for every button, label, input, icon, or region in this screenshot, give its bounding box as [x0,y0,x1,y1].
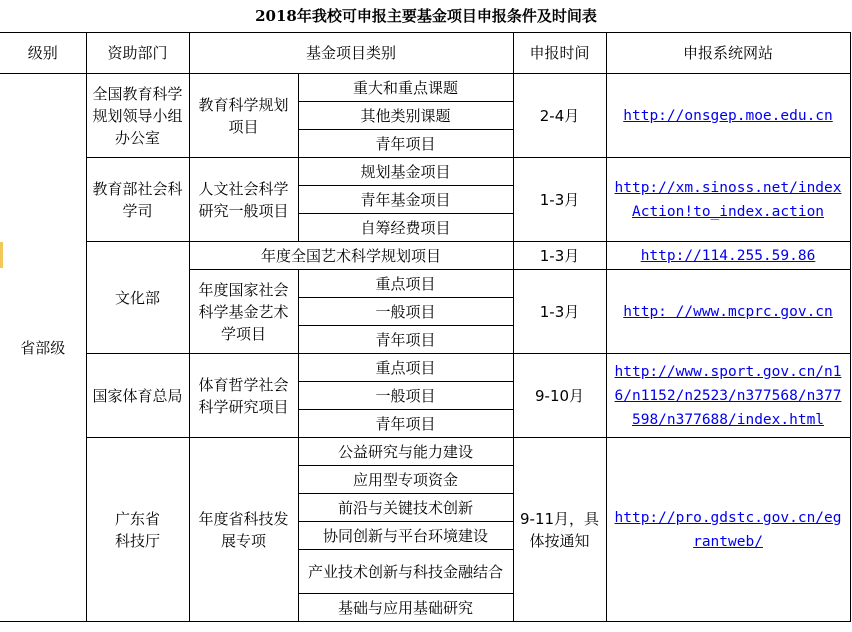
header-level: 级别 [0,33,86,74]
site-link[interactable]: http://114.255.59.86 [640,247,816,264]
item-cell: 其他类别课题 [298,102,513,130]
site-link-line: http://www.sport.gov.cn/n1 [614,363,842,380]
item-cell: 重点项目 [298,354,513,382]
level-cell: 省部级 [0,74,86,622]
item-cell: 重大和重点课题 [298,74,513,102]
header-site: 申报系统网站 [606,33,850,74]
dept-cell: 全国教育科学规划领导小组办公室 [86,74,189,158]
table-row [0,242,850,270]
item-cell: 基础与应用基础研究 [298,594,513,622]
site-link-line: http://pro.gdstc.gov.cn/eg [614,509,842,526]
table-row [0,354,850,382]
page-title: 2018年我校可申报主要基金项目申报条件及时间表 [255,7,597,25]
item-cell: 前沿与关键技术创新 [298,494,513,522]
site-cell [606,354,850,438]
site-link[interactable] [609,506,848,554]
dept-line: 广东省 [114,509,160,528]
site-cell [606,158,850,242]
item-cell: 规划基金项目 [298,158,513,186]
dept-cell [86,438,189,622]
site-link-line: rantweb/ [693,533,763,550]
site-link-line: 598/n377688/index.html [631,411,825,428]
site-link-line: 6/n1152/n2523/n377568/n377 [614,387,842,404]
project-cell: 年度全国艺术科学规划项目 [189,242,513,270]
time-cell: 2-4月 [513,74,606,158]
item-cell: 产业技术创新与科技金融结合 [298,550,513,594]
item-cell: 青年项目 [298,410,513,438]
site-cell [606,270,850,354]
type-cell: 年度国家社会科学基金艺术学项目 [189,270,298,354]
time-cell: 9-10月 [513,354,606,438]
item-cell: 公益研究与能力建设 [298,438,513,466]
type-cell: 年度省科技发展专项 [189,438,298,622]
item-cell: 一般项目 [298,382,513,410]
site-link-line: Action!to_index.action [631,203,825,220]
site-link[interactable] [609,360,848,432]
fund-table [0,32,851,622]
dept-cell: 国家体育总局 [86,354,189,438]
site-cell [606,438,850,622]
dept-line: 科技厅 [114,531,160,550]
type-cell: 人文社会科学研究一般项目 [189,158,298,242]
site-link[interactable] [609,176,848,224]
item-cell: 一般项目 [298,298,513,326]
type-cell: 教育科学规划项目 [189,74,298,158]
time-cell: 1-3月 [513,242,606,270]
dept-cell: 文化部 [86,242,189,354]
header-time: 申报时间 [513,33,606,74]
item-cell: 青年项目 [298,130,513,158]
item-cell: 重点项目 [298,270,513,298]
table-row [0,74,850,102]
table-row [0,438,850,466]
site-link-line: http://xm.sinoss.net/index [614,179,842,196]
item-cell: 青年基金项目 [298,186,513,214]
site-link[interactable]: http: //www.mcprc.gov.cn [623,303,833,320]
item-cell: 青年项目 [298,326,513,354]
header-category: 基金项目类别 [189,33,513,74]
item-cell: 自筹经费项目 [298,214,513,242]
site-cell [606,242,850,270]
time-cell: 1-3月 [513,270,606,354]
item-cell: 应用型专项资金 [298,466,513,494]
type-cell: 体育哲学社会科学研究项目 [189,354,298,438]
table-row [0,158,850,186]
header-row [0,33,850,74]
site-link[interactable]: http://onsgep.moe.edu.cn [623,107,833,124]
item-cell: 协同创新与平台环境建设 [298,522,513,550]
dept-cell: 教育部社会科学司 [86,158,189,242]
site-cell [606,74,850,158]
time-cell: 1-3月 [513,158,606,242]
time-cell: 9-11月，具体按通知 [513,438,606,622]
header-dept: 资助部门 [86,33,189,74]
